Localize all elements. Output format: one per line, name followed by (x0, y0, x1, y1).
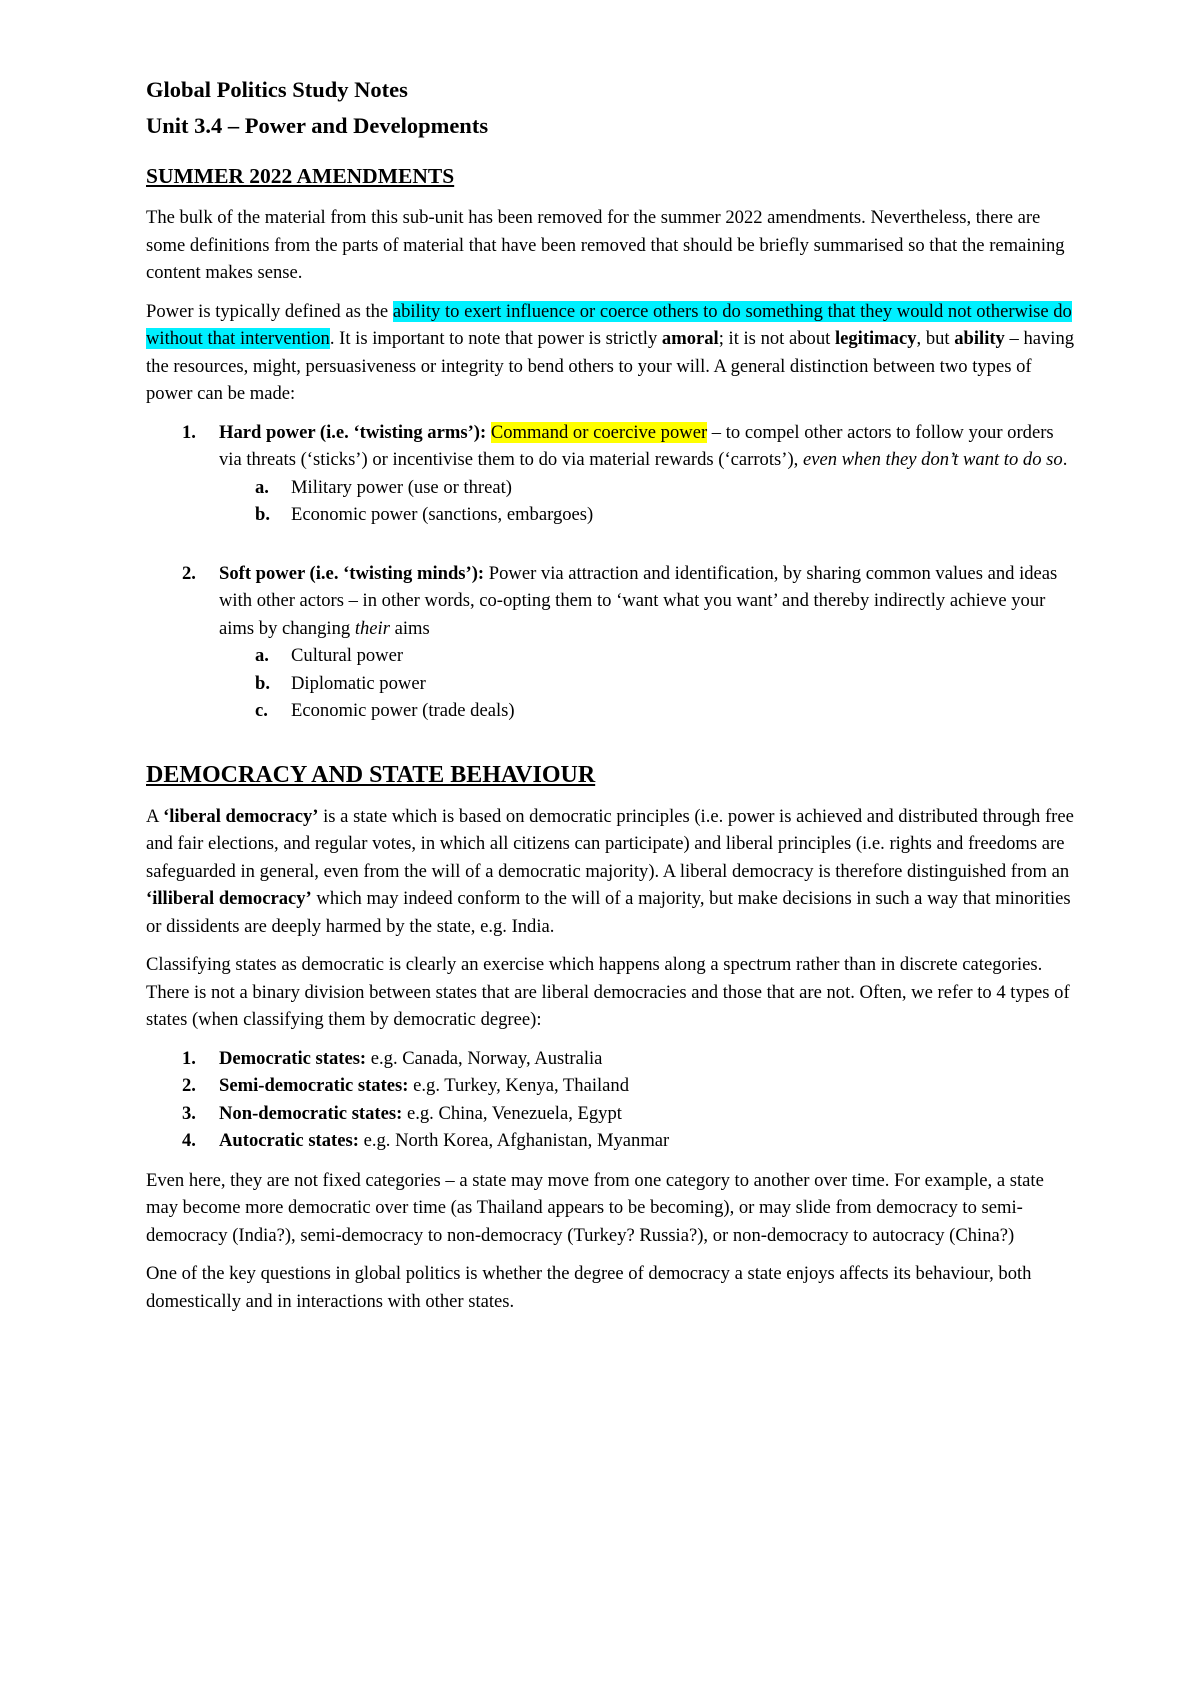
sub-list-text: Economic power (sanctions, embargoes) (291, 504, 594, 525)
bold-term: Autocratic states: (219, 1130, 359, 1151)
document-subtitle: Unit 3.4 – Power and Developments (146, 113, 489, 138)
paragraph-liberal-democracy (146, 803, 1076, 941)
paragraph-key-question: One of the key questions in global politics is whether the degree of democracy a state enjoys affects its behaviour, both domestically and in interactions with other states. (146, 1263, 1032, 1312)
list-number: 4. (182, 1130, 196, 1151)
text-run: e.g. Turkey, Kenya, Thailand (408, 1075, 629, 1096)
list-item-hard-power (146, 419, 1076, 560)
sub-list-letter: b. (255, 672, 270, 694)
bold-term-illiberal-democracy: ‘illiberal democracy’ (146, 888, 312, 909)
text-run: e.g. China, Venezuela, Egypt (402, 1102, 622, 1124)
sub-list-letter: a. (255, 645, 269, 666)
sub-list (219, 474, 1076, 529)
section-heading-summer-amendments: SUMMER 2022 AMENDMENTS (146, 164, 455, 188)
bold-term: Semi-democratic states: (219, 1075, 409, 1096)
text-run: e.g. North Korea, Afghanistan, Myanmar (358, 1130, 670, 1151)
document-page (146, 72, 1076, 1326)
paragraph-not-fixed-categories: Even here, they are not fixed categories – a state may move from one category to another over time. For example, a state may become more democratic over time (as Thailand appears to be becoming), or may slide from democracy to semi-democracy (India?), semi-democracy to non-democracy (Turkey? Russia?), or non-democracy to autocracy (China?) (146, 1169, 1044, 1246)
sub-list-letter: b. (255, 504, 270, 525)
bold-term-hard-power: Hard power (i.e. ‘twisting arms’): (219, 421, 487, 443)
italic-text: their (354, 617, 390, 639)
text-run: . It is important to note that power is strictly (329, 328, 662, 349)
sub-list-text: Cultural power (291, 645, 404, 666)
sub-list-text: Military power (use or threat) (291, 476, 512, 498)
paragraph-power-definition (146, 298, 1076, 408)
text-run: ; it is not about (718, 328, 835, 349)
list-number: 2. (182, 1075, 196, 1096)
power-types-list (146, 419, 1076, 725)
text-run: – to compel other actors to follow your orders via threats (‘sticks’) or incentivise them to do via material rewards (‘carrots’), (219, 421, 1054, 470)
document-title: Global Politics Study Notes (146, 77, 408, 102)
paragraph-amendments-intro: The bulk of the material from this sub-unit has been removed for the summer 2022 amendments. Nevertheless, there are some definitions from the parts of material that have been removed that should be briefly summarised so that the remaining content makes sense. (146, 207, 1065, 283)
spacer (219, 529, 1076, 560)
list-number: 2. (182, 562, 196, 584)
sub-list (219, 642, 1076, 725)
sub-list-letter: a. (255, 476, 269, 498)
text-run: . (1062, 449, 1068, 470)
italic-text: even when they don’t want to do so (802, 449, 1063, 470)
highlighted-definition: ability to exert influence or coerce others to do something that they would not otherwise do without that intervention (146, 300, 1072, 349)
sub-list-letter: c. (255, 700, 268, 721)
text-run: e.g. Canada, Norway, Australia (366, 1047, 603, 1069)
bold-term-legitimacy: legitimacy (834, 328, 917, 349)
text-run: – having the resources, might, persuasiveness or integrity to bend others to your will. A general distinction between two types of power can be made: (146, 328, 1075, 404)
list-item (146, 1100, 1076, 1128)
list-number: 1. (182, 421, 196, 443)
text-run: is a state which is based on democratic principles (i.e. power is achieved and distributed through free and fair elections, and regular votes, in which all citizens can participate) and liberal principles (i.e. rights and freedoms are safeguarded in general, even from the will of a democratic majority). A liberal democracy is therefore distinguished from an (146, 805, 1074, 882)
bold-term: Non-democratic states: (219, 1102, 403, 1124)
list-number: 3. (182, 1102, 196, 1124)
list-item (146, 1072, 1076, 1100)
text-run: aims (389, 617, 430, 639)
bold-term-soft-power: Soft power (i.e. ‘twisting minds’): (219, 562, 485, 584)
sub-list-text: Diplomatic power (291, 672, 426, 694)
bold-term-ability: ability (954, 328, 1005, 349)
highlighted-term: Command or coercive power (490, 421, 708, 443)
list-item (146, 1045, 1076, 1073)
list-number: 1. (182, 1047, 196, 1069)
state-types-list (146, 1045, 1076, 1155)
bold-term-amoral: amoral (661, 328, 719, 349)
bold-term: Democratic states: (219, 1047, 367, 1069)
sub-list-item (219, 642, 1076, 670)
section-heading-democracy: DEMOCRACY AND STATE BEHAVIOUR (146, 761, 596, 788)
text-run: , but (916, 328, 955, 349)
sub-list-item (219, 501, 1076, 529)
text-run: Power is typically defined as the (146, 300, 393, 322)
paragraph-classifying-states: Classifying states as democratic is clearly an exercise which happens along a spectrum rather than in discrete categories. There is not a binary division between states that are liberal democracies and those that are not. Often, we refer to 4 types of states (when classifying them by democratic degree): (146, 954, 1070, 1030)
text-run: Power via attraction and identification, by sharing common values and ideas with other actors – in other words, co-opting them to ‘want what you want’ and thereby indirectly achieve your aims by changing (219, 562, 1058, 639)
sub-list-item (219, 697, 1076, 725)
bold-term-liberal-democracy: ‘liberal democracy’ (163, 805, 319, 827)
sub-list-item (219, 670, 1076, 698)
sub-list-item (219, 474, 1076, 502)
list-item (146, 1127, 1076, 1155)
list-item-soft-power (146, 560, 1076, 725)
text-run: A (146, 805, 164, 827)
text-run: which may indeed conform to the will of a majority, but make decisions in such a way that minorities or dissidents are deeply harmed by the state, e.g. India. (146, 888, 1071, 937)
sub-list-text: Economic power (trade deals) (291, 700, 515, 721)
